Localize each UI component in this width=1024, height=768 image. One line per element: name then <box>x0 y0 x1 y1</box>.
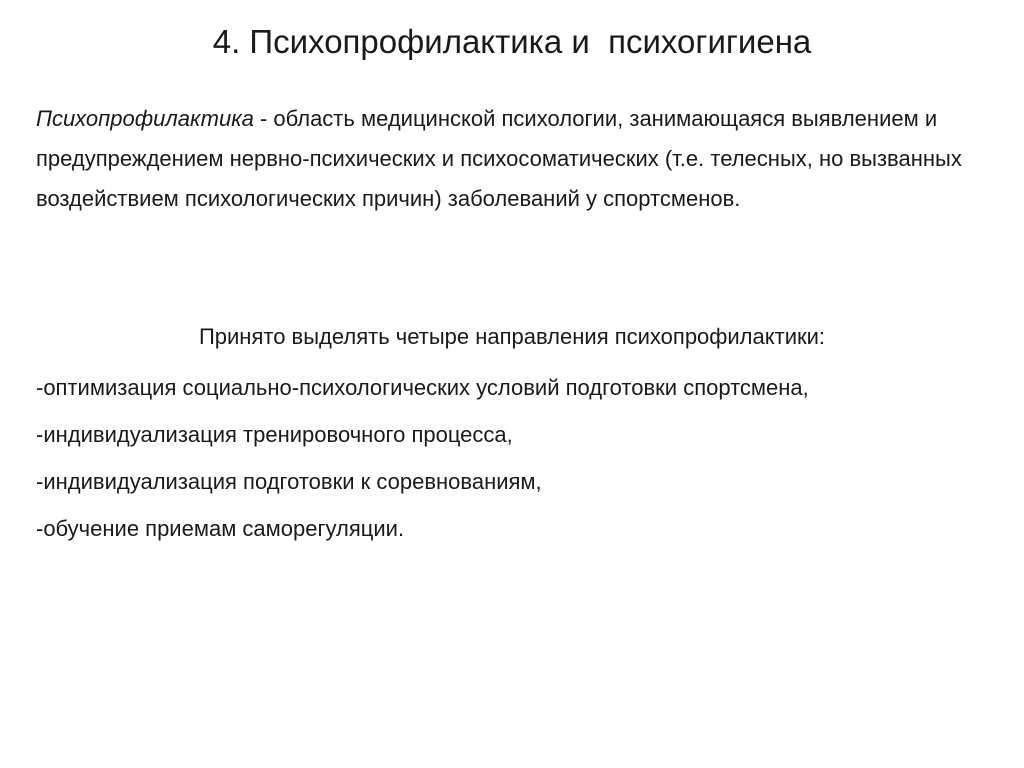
definition-term: Психопрофилактика <box>36 106 254 131</box>
direction-item-training-individualization: -индивидуализация тренировочного процесса, <box>36 422 513 447</box>
slide-title: 4. Психопрофилактика и психогигиена <box>212 23 812 60</box>
direction-item-competition-individualization: -индивидуализация подготовки к соревнованиям, <box>36 469 542 494</box>
directions-list <box>36 364 996 552</box>
direction-item-optimization: -оптимизация социально-психологических условий подготовки спортсмена, <box>36 375 809 400</box>
directions-intro: Принято выделять четыре направления психопрофилактики: <box>198 324 826 349</box>
direction-item-self-regulation: -обучение приемам саморегуляции. <box>36 516 405 541</box>
definition-paragraph <box>36 99 996 219</box>
definition-text: - область медицинской психологии, занимающаяся выявлением и предупреждением нервно-психических и психосоматических (т.е. телесных, но вызванных воздействием психологических причин) заболеваний у спортсменов. <box>36 106 962 211</box>
